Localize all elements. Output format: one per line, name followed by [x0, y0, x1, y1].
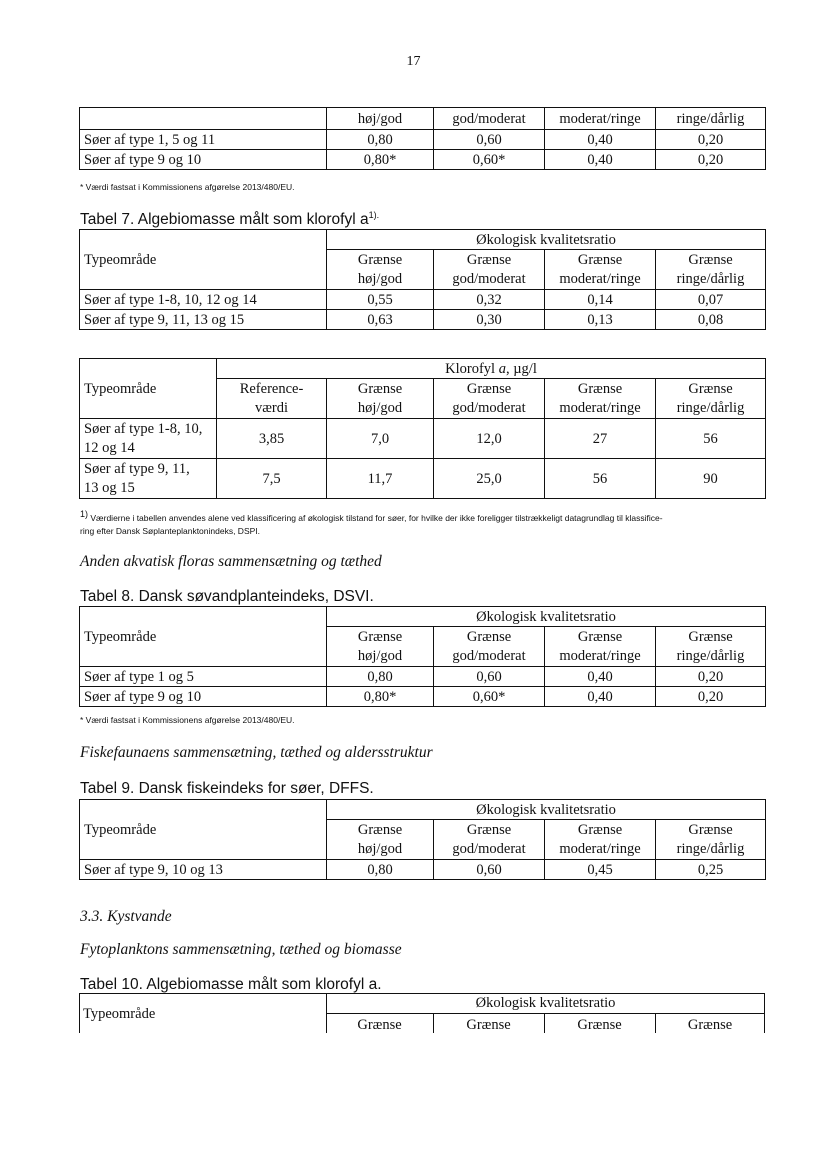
section-heading: Fiskefaunaens sammensætning, tæthed og aldersstruktur [80, 744, 433, 761]
group-header: Økologisk kvalitetsratio [327, 607, 766, 627]
table-row: Søer af type 9 og 10 0,80* 0,60* 0,40 0,20 [80, 687, 766, 707]
table-row: Søer af type 9 og 10 0,80* 0,60* 0,40 0,20 [80, 150, 766, 170]
row-header: Typeområde [80, 230, 327, 290]
footnote: $^{1)}$ Værdierne i tabellen anvendes alene ved klassificering af økologisk tilstand for søer, for hvilke der ikke foreligger tilstrækkeligt datagrundlag til klassifice- ring efter Dansk Søplanteplanktonindeks, DSPI. [80, 509, 663, 536]
table-row: Søer af type 9, 11, 13 og 15 7,5 11,7 25,0 56 90 [80, 459, 766, 499]
table-7: Typeområde Økologisk kvalitetsratio Grænse Grænse Grænse Grænse høj/god god/moderat moderat/ringe ringe/dårlig Søer af type 1-8, 10, 12 og 14 0,55 0,32 0,14 0,07 Søer af type 9, 11, 13 og 15 0,63 0,30 0,13 0,08 [79, 229, 766, 330]
table-caption: Tabel 8. Dansk søvandplanteindeks, DSVI. [80, 588, 374, 605]
table-row: Søer af type 9, 11, 13 og 15 0,63 0,30 0,13 0,08 [80, 310, 766, 330]
group-header: Økologisk kvalitetsratio [475, 995, 616, 1011]
table-row: Søer af type 1 og 5 0,80 0,60 0,40 0,20 [80, 667, 766, 687]
table-8: Typeområde Økologisk kvalitetsratio Grænse Grænse Grænse Grænse høj/god god/moderat moderat/ringe ringe/dårlig Søer af type 1 og 5 0,80 0,60 0,40 0,20 Søer af type 9 og 10 0,80* 0,60* 0,40 0,20 [79, 606, 766, 707]
section-heading: 3.3. Kystvande [80, 908, 172, 925]
table-caption: Tabel 10. Algebiomasse målt som klorofyl a. [80, 976, 382, 993]
header-cell [80, 108, 327, 130]
group-header: Økologisk kvalitetsratio [327, 800, 766, 820]
table-row: Søer af type 1-8, 10, 12 og 14 3,85 7,0 12,0 27 56 [80, 419, 766, 459]
header-cell: ringe/dårlig [656, 108, 766, 130]
table-row: Søer af type 1, 5 og 11 0,80 0,60 0,40 0,20 [80, 130, 766, 150]
table-7b: Typeområde Klorofyl a, µg/l Reference- Grænse Grænse Grænse Grænse værdi høj/god god/moderat moderat/ringe ringe/dårlig Søer af type 1-8, 10, 12 og 14 3,85 7,0 12,0 27 56 Søer af type 9, 11, 13 og 15 7,5 11,7 25,0 56 90 [79, 358, 766, 499]
footnote: * Værdi fastsat i Kommissionens afgørelse 2013/480/EU. [80, 715, 295, 725]
row-header: Typeområde [80, 607, 327, 667]
group-header: Klorofyl a, µg/l [217, 359, 766, 379]
table-caption: Tabel 7. Algebiomasse målt som klorofyl $a^{1).}$ [80, 210, 380, 229]
row-header: Typeområde [80, 800, 327, 860]
table-row: Søer af type 9, 10 og 13 0,80 0,60 0,45 0,25 [80, 860, 766, 880]
section-heading: Fytoplanktons sammensætning, tæthed og biomasse [80, 941, 402, 958]
header-cell: høj/god [327, 108, 434, 130]
row-header: Typeområde [83, 1006, 156, 1022]
section-heading: Anden akvatisk floras sammensætning og tæthed [80, 553, 382, 570]
row-header: Typeområde [80, 359, 217, 419]
table-caption: Tabel 9. Dansk fiskeindeks for søer, DFFS. [80, 780, 374, 797]
footnote: * Værdi fastsat i Kommissionens afgørelse 2013/480/EU. [80, 182, 295, 192]
page-number: 17 [406, 54, 421, 69]
table-9: Typeområde Økologisk kvalitetsratio Grænse Grænse Grænse Grænse høj/god god/moderat moderat/ringe ringe/dårlig Søer af type 9, 10 og 13 0,80 0,60 0,45 0,25 [79, 799, 766, 880]
table-10: Typeområde Økologisk kvalitetsratio Grænse Grænse Grænse Grænse [79, 993, 765, 1033]
table-row: Søer af type 1-8, 10, 12 og 14 0,55 0,32 0,14 0,07 [80, 290, 766, 310]
table-top [79, 107, 766, 170]
header-cell: god/moderat [434, 108, 545, 130]
header-cell: moderat/ringe [545, 108, 656, 130]
group-header: Økologisk kvalitetsratio [327, 230, 766, 250]
